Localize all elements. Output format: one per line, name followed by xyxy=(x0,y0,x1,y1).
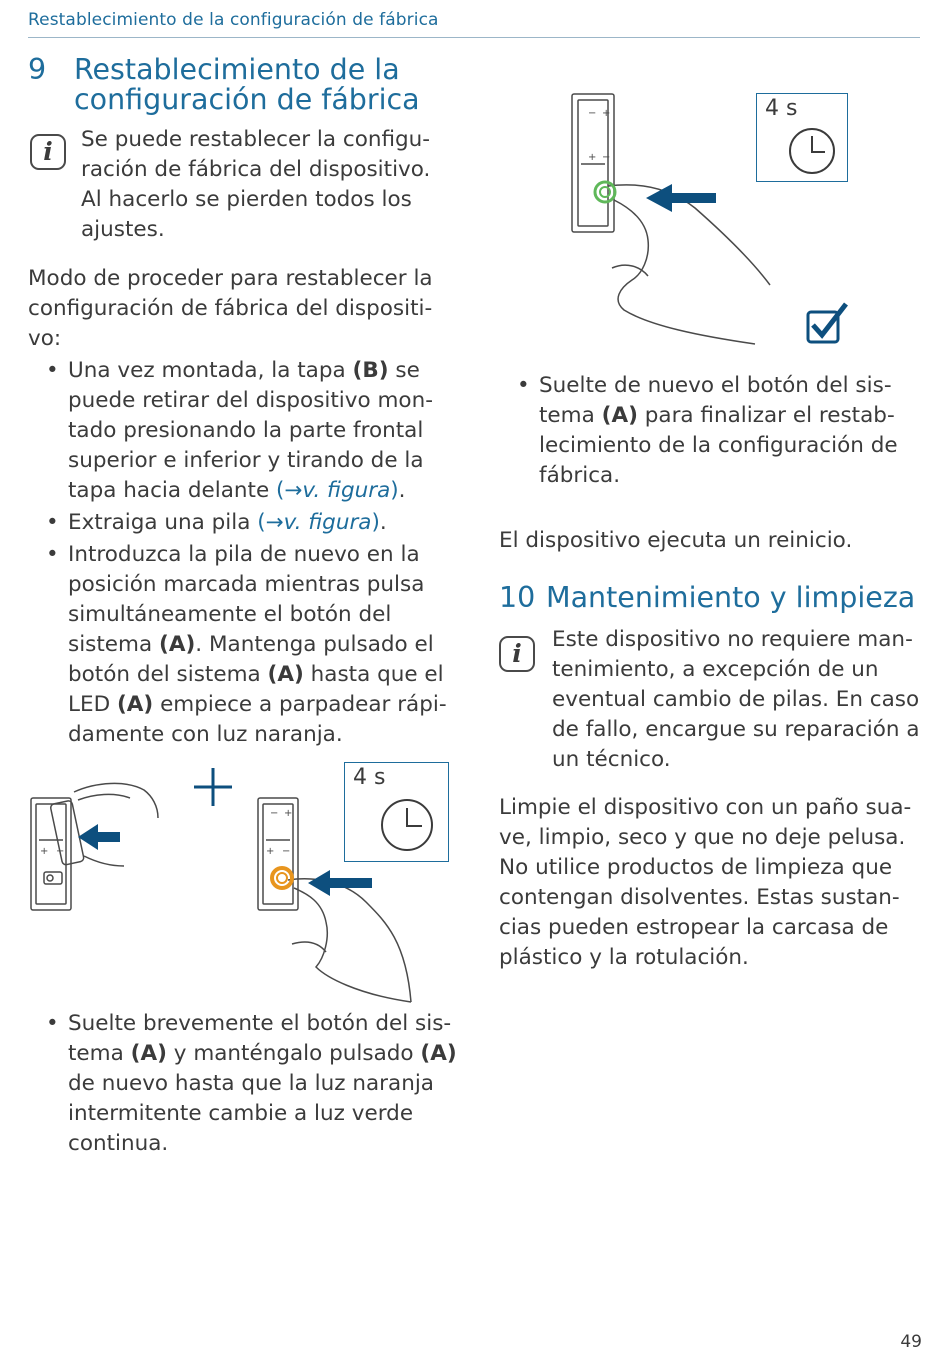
steps-list-continued xyxy=(28,1009,458,1161)
section-9-title xyxy=(74,55,474,115)
section-9-heading xyxy=(28,55,468,119)
clock-icon xyxy=(787,126,837,176)
figure-reference[interactable]: (→v. figura) xyxy=(257,510,380,535)
timer-box xyxy=(756,93,848,182)
section-9-title-line1: Restablecimiento de la xyxy=(74,53,400,86)
svg-text:+: + xyxy=(40,846,49,857)
list-item: • Suelte de nuevo el botón del sistema (A) para finalizar el restablecimiento de la configuración de fábrica. xyxy=(499,371,919,491)
section-9-info-text: Se puede restablecer la configuración de fábrica del dispositivo. Al hacerlo se pierden todos los ajustes. xyxy=(81,127,431,242)
arrow-left-icon xyxy=(78,824,120,850)
timer-box xyxy=(344,762,449,862)
reboot-text: El dispositivo ejecuta un reinicio. xyxy=(499,528,853,553)
clock-icon xyxy=(380,798,435,853)
timer-label: 4 s xyxy=(765,96,798,121)
section-9-title-line2: configuración de fábrica xyxy=(74,83,420,116)
steps-list-right xyxy=(499,371,919,493)
arrow-left-icon xyxy=(308,870,372,896)
info-icon: i xyxy=(499,636,535,672)
steps-list xyxy=(28,356,453,752)
section-10-body: Limpie el dispositivo con un paño suave, limpio, seco y que no deje pelusa. No utilice productos de limpieza que contengan disolventes. Estas sustancias pueden estropear la carcasa de plástico y la rotulación. xyxy=(499,795,912,970)
section-10-info-text: Este dispositivo no requiere mantenimiento, a excepción de un eventual cambio de pilas. En caso de fallo, encargue su reparación a un técnico. xyxy=(552,627,920,772)
list-item: • Extraiga una pila (→v. figura). xyxy=(28,508,453,538)
svg-text:+: + xyxy=(266,846,275,857)
plus-icon xyxy=(194,768,232,806)
svg-text:−: − xyxy=(56,846,65,857)
section-9-intro: Modo de proceder para restablecer la configuración de fábrica del dispositivo: xyxy=(28,266,433,351)
section-9-number: 9 xyxy=(28,53,47,86)
list-item: • Introduzca la pila de nuevo en la posición marcada mientras pulsa simultáneamente el botón del sistema (A). Mantenga pulsado el botón del sistema (A) hasta que el LED (A) empiece a parpadear rápidamente con luz naranja. xyxy=(28,540,453,750)
svg-text:+: + xyxy=(602,108,611,119)
figure-reference[interactable]: (→v. figura) xyxy=(276,478,399,503)
header-divider xyxy=(28,37,920,38)
list-item: • Una vez montada, la tapa (B) se puede retirar del dispositivo montado presionando la parte frontal superior e inferior y tirando de la tapa hacia delante (→v. figura). xyxy=(28,356,453,506)
svg-text:−: − xyxy=(588,108,597,119)
svg-text:−: − xyxy=(270,808,279,819)
svg-text:−: − xyxy=(602,152,611,163)
section-10-number: 10 xyxy=(499,581,536,614)
svg-text:+: + xyxy=(284,808,293,819)
section-10-title: Mantenimiento y limpieza xyxy=(546,581,916,614)
svg-text:+: + xyxy=(588,152,597,163)
info-icon: i xyxy=(30,134,66,170)
page-number: 49 xyxy=(900,1332,922,1352)
list-item: • Suelte brevemente el botón del sistema (A) y manténgalo pulsado (A) de nuevo hasta que la luz naranja intermitente cambie a luz verde continua. xyxy=(28,1009,458,1159)
section-10-heading xyxy=(499,583,919,617)
checkbox-checked-icon xyxy=(808,304,846,342)
svg-text:−: − xyxy=(282,846,291,857)
led-orange-icon xyxy=(272,868,292,888)
timer-label: 4 s xyxy=(353,765,386,790)
running-header: Restablecimiento de la configuración de fábrica xyxy=(28,10,439,30)
device-button-icon xyxy=(572,94,770,344)
led-green-icon xyxy=(595,182,615,202)
